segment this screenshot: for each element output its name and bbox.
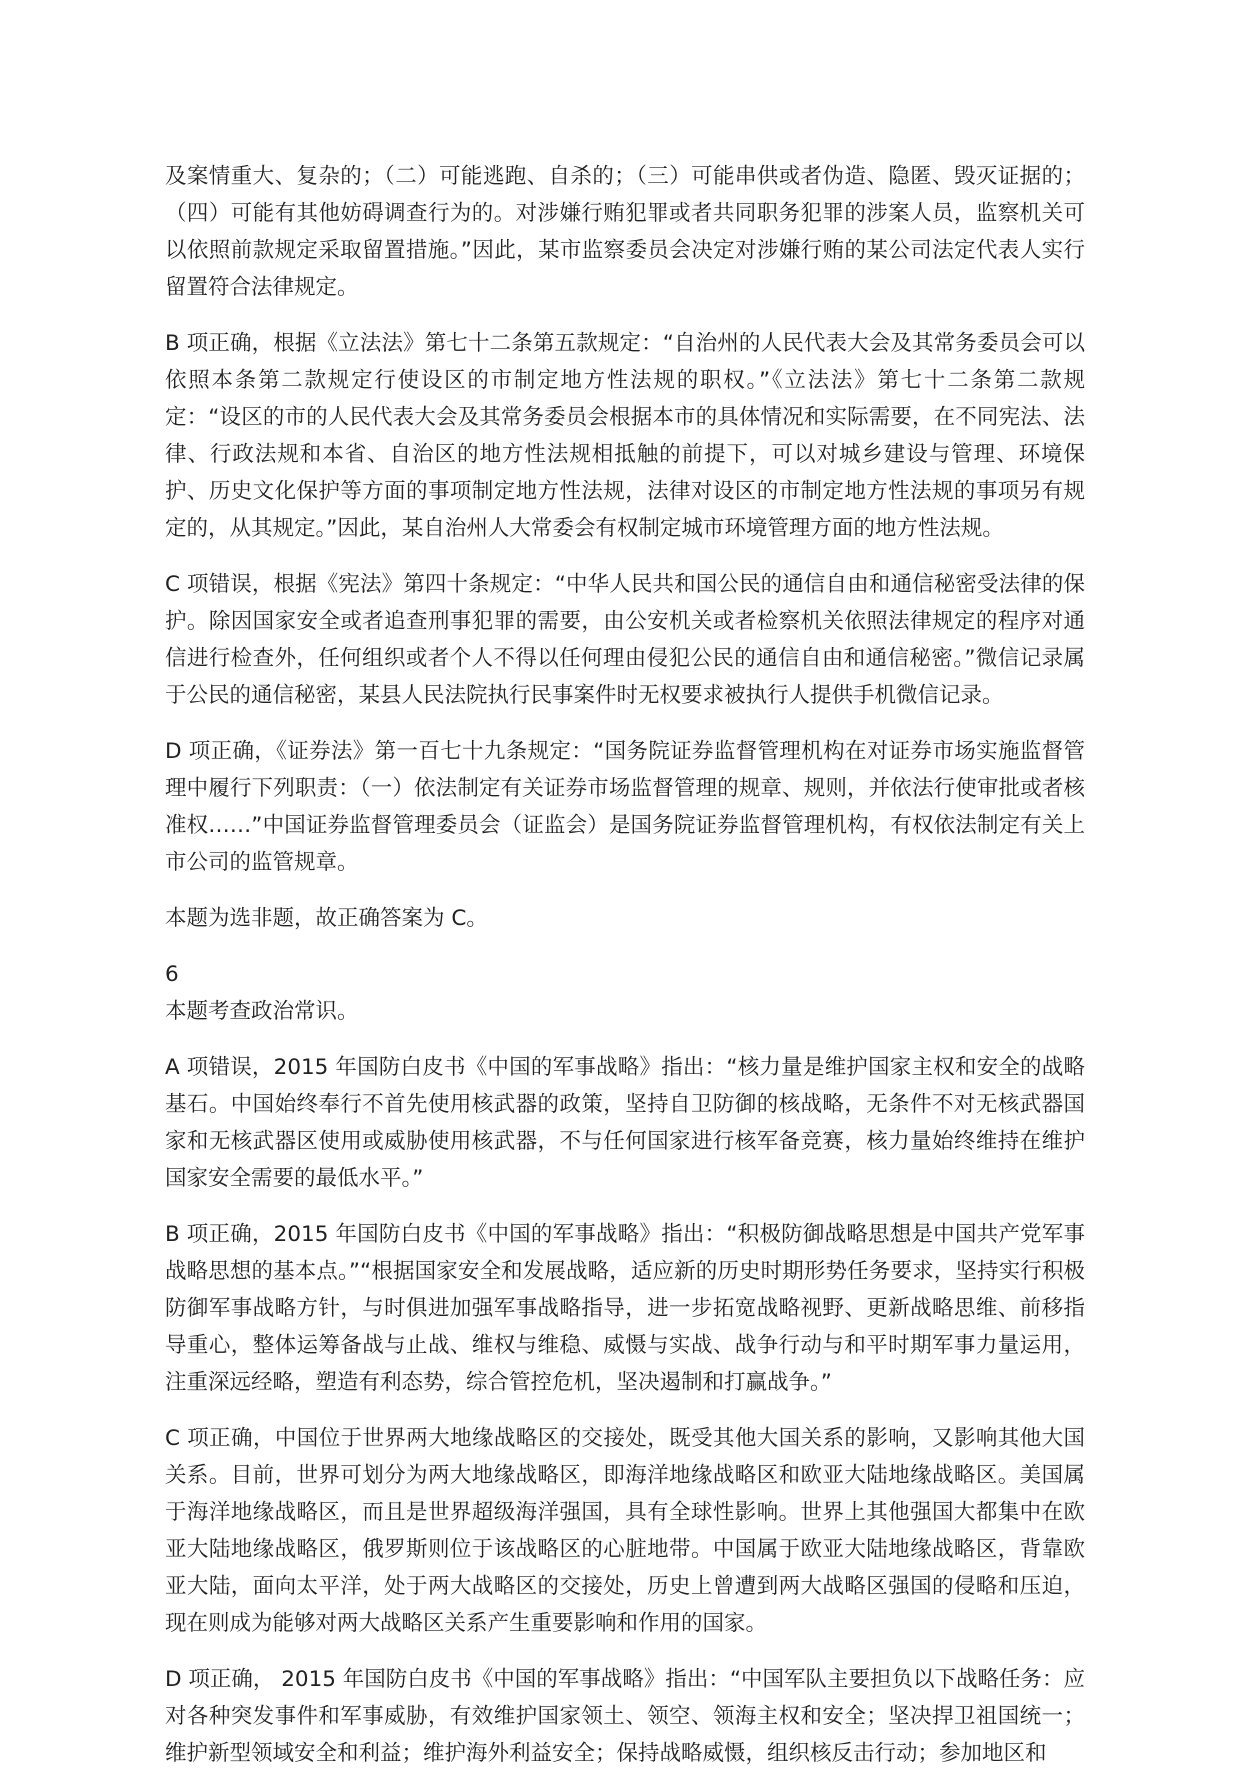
question-number: 6 [165, 962, 179, 987]
paragraph-continued-article: 及案情重大、复杂的；（二）可能逃跑、自杀的；（三）可能串供或者伪造、隐匿、毁灭证据的；（四）可能有其他妨碍调查行为的。对涉嫌行贿犯罪或者共同职务犯罪的涉案人员，监察机关可以依照前款规定采取留置措施。”因此，某市监察委员会决定对涉嫌行贿的某公司法定代表人实行留置符合法律规定。 [165, 164, 1085, 300]
paragraph-option-a-nuclear: A 项错误，2015 年国防白皮书《中国的军事战略》指出：“核力量是维护国家主权和安全的战略基石。中国始终奉行不首先使用核武器的政策，坚持自卫防御的核战略，无条件不对无核武器国家和无核武器区使用或威胁使用核武器，不与任何国家进行核军备竞赛，核力量始终维持在维护国家安全需要的最低水平。” [165, 1055, 1085, 1191]
paragraph-option-b-active-defense: B 项正确，2015 年国防白皮书《中国的军事战略》指出：“积极防御战略思想是中国共产党军事战略思想的基本点。”“根据国家安全和发展战略，适应新的历史时期形势任务要求，坚持实行积极防御军事战略方针，与时俱进加强军事战略指导，进一步拓宽战略视野、更新战略思维、前移指导重心，整体运筹备战与止战、维权与维稳、威慑与实战、战争行动与和平时期军事力量运用，注重深远经略，塑造有利态势，综合管控危机，坚决遏制和打赢战争。” [165, 1222, 1085, 1395]
paragraph-option-d-securities-law: D 项正确，《证券法》第一百七十九条规定：“国务院证券监督管理机构在对证券市场实施监督管理中履行下列职责：（一）依法制定有关证券市场监督管理的规章、规则，并依法行使审批或者核准权……”中国证券监督管理委员会（证监会）是国务院证券监督管理机构，有权依法制定有关上市公司的监管规章。 [165, 739, 1085, 875]
paragraph-topic: 本题考查政治常识。 [165, 999, 359, 1024]
paragraph-option-c-constitution: C 项错误，根据《宪法》第四十条规定：“中华人民共和国公民的通信自由和通信秘密受法律的保护。除因国家安全或者追查刑事犯罪的需要，由公安机关或者检察机关依照法律规定的程序对通信进行检查外，任何组织或者个人不得以任何理由侵犯公民的通信自由和通信秘密。”微信记录属于公民的通信秘密，某县人民法院执行民事案件时无权要求被执行人提供手机微信记录。 [165, 572, 1085, 708]
paragraph-option-b-legislation-law: B 项正确，根据《立法法》第七十二条第五款规定：“自治州的人民代表大会及其常务委员会可以依照本条第二款规定行使设区的市制定地方性法规的职权。”《立法法》第七十二条第二款规定：“设区的市的人民代表大会及其常务委员会根据本市的具体情况和实际需要，在不同宪法、法律、行政法规和本省、自治区的地方性法规相抵触的前提下，可以对城乡建设与管理、环境保护、历史文化保护等方面的事项制定地方性法规，法律对设区的市制定地方性法规的事项另有规定的，从其规定。”因此，某自治州人大常委会有权制定城市环境管理方面的地方性法规。 [165, 331, 1085, 541]
document-page [165, 158, 1085, 1791]
paragraph-option-d-strategic-tasks: D 项正确， 2015 年国防白皮书《中国的军事战略》指出：“中国军队主要担负以下战略任务：应对各种突发事件和军事威胁，有效维护国家领土、领空、领海主权和安全；坚决捍卫祖国统一；维护新型领域安全和利益；维护海外利益安全；保持战略威慑，组织核反击行动；参加地区和 [165, 1667, 1085, 1766]
paragraph-option-c-geostrategy: C 项正确，中国位于世界两大地缘战略区的交接处，既受其他大国关系的影响，又影响其他大国关系。目前，世界可划分为两大地缘战略区，即海洋地缘战略区和欧亚大陆地缘战略区。美国属于海洋地缘战略区，而且是世界超级海洋强国，具有全球性影响。世界上其他强国大都集中在欧亚大陆地缘战略区，俄罗斯则位于该战略区的心脏地带。中国属于欧亚大陆地缘战略区，背靠欧亚大陆，面向太平洋，处于两大战略区的交接处，历史上曾遭到两大战略区强国的侵略和压迫，现在则成为能够对两大战略区关系产生重要影响和作用的国家。 [165, 1426, 1085, 1636]
paragraph-answer-summary: 本题为选非题，故正确答案为 C。 [165, 906, 488, 931]
